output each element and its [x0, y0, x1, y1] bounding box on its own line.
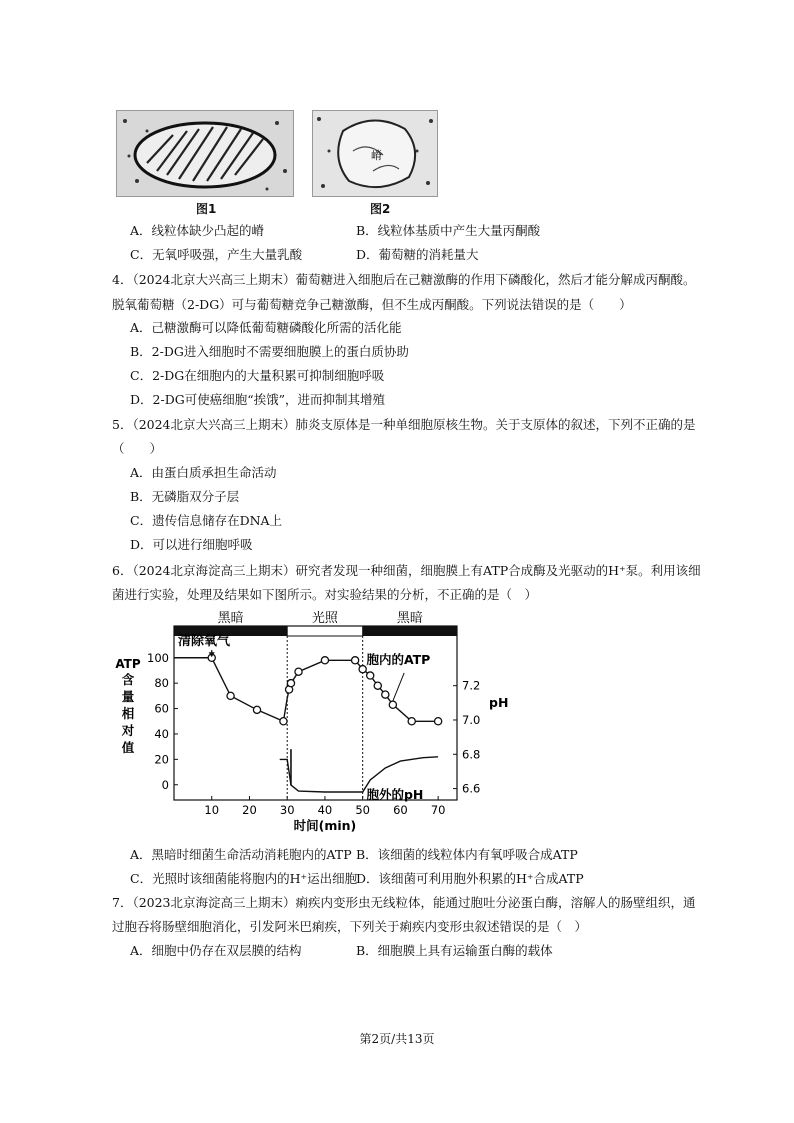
atp-point-12 [374, 682, 381, 689]
atp-point-2 [253, 706, 260, 713]
q6-stem-line1: 6．（2024北京海淀高三上期末）研究者发现一种细菌，细胞膜上有ATP合成酶及光驱动的H⁺泵。利用该细 [112, 563, 701, 578]
q6-option-a[interactable]: A．黑暗时细菌生命活动消耗胞内的ATP [130, 847, 352, 862]
atp-point-9 [352, 657, 359, 664]
q7-option-b[interactable]: B．细胞膜上具有运输蛋白酶的载体 [356, 943, 553, 958]
atp-point-11 [367, 672, 374, 679]
dark-period-bar-2 [363, 626, 457, 636]
atp-point-8 [321, 657, 328, 664]
left-tick-label-0: 0 [161, 777, 169, 792]
atp-point-16 [435, 718, 442, 725]
x-axis-label: 时间(min) [293, 818, 357, 833]
left-tick-label-80: 80 [154, 676, 169, 691]
atp-point-3 [280, 718, 287, 725]
q4-option-a[interactable]: A．己糖激酶可以降低葡萄糖磷酸化所需的活化能 [130, 320, 402, 335]
q5-option-c[interactable]: C．遗传信息储存在DNA上 [130, 513, 283, 528]
left-tick-label-60: 60 [154, 701, 169, 716]
q5-stem-line1: 5．（2024北京大兴高三上期末）肺炎支原体是一种单细胞原核生物。关于支原体的叙述，下列不正确的是 [112, 417, 696, 432]
atp-ph-chart [112, 608, 509, 838]
q6-option-c[interactable]: C．光照时该细菌能将胞内的H⁺运出细胞 [130, 871, 358, 886]
q5-option-d[interactable]: D．可以进行细胞呼吸 [130, 537, 253, 552]
x-tick-label-20: 20 [242, 803, 257, 817]
q4-option-c[interactable]: C．2-DG在细胞内的大量积累可抑制细胞呼吸 [130, 368, 385, 383]
q5-stem-line2: （ ） [112, 441, 163, 456]
right-tick-label-7: 7.0 [462, 712, 481, 727]
atp-point-1 [227, 692, 234, 699]
right-axis-label: pH [489, 694, 509, 710]
atp-series-line [212, 658, 438, 722]
left-axis-label-atp: ATP [115, 657, 141, 671]
q4-option-b[interactable]: B．2-DG进入细胞时不需要细胞膜上的蛋白质协助 [130, 344, 409, 359]
q4-stem-line2: 脱氧葡萄糖（2-DG）可与葡萄糖竞争己糖激酶，但不生成丙酮酸。下列说法错误的是（ ） [112, 297, 632, 312]
q6-option-d[interactable]: D．该细菌可利用胞外积累的H⁺合成ATP [356, 871, 584, 886]
left-axis-label-char-1: 量 [121, 689, 135, 704]
period-label-light: 光照 [311, 611, 338, 626]
atp-point-6 [287, 680, 294, 687]
page-number-footer: 第2页/共13页 [359, 1032, 435, 1046]
figure-2-caption: 图2 [370, 202, 391, 216]
left-axis-label-char-0: 含 [121, 672, 135, 687]
q3-option-d[interactable]: D．葡萄糖的消耗量大 [356, 247, 479, 262]
atp-point-13 [382, 691, 389, 698]
figure-2-cristae-label: 嵴 [371, 149, 382, 162]
q7-option-a[interactable]: A．细胞中仍存在双层膜的结构 [130, 943, 302, 958]
q6-stem-line2: 菌进行实验，处理及结果如下图所示。对实验结果的分析，不正确的是（ ） [112, 587, 538, 602]
mitochondrion-cristae-image [117, 111, 293, 196]
x-tick-label-70: 70 [430, 803, 446, 817]
ph-series-label: 胞外的pH [366, 786, 424, 802]
figure-1-caption: 图1 [196, 202, 217, 216]
q3-option-c[interactable]: C．无氧呼吸强，产生大量乳酸 [130, 247, 303, 262]
atp-point-15 [408, 718, 415, 725]
q4-stem-line1: 4．（2024北京大兴高三上期末）葡萄糖进入细胞后在己糖激酶的作用下磷酸化，然后才能分解成丙酮酸。 [112, 272, 696, 287]
figure-1-micrograph [116, 110, 294, 197]
q3-option-a[interactable]: A．线粒体缺少凸起的嵴 [130, 223, 265, 238]
left-tick-label-100: 100 [147, 650, 169, 665]
annotation-remove-oxygen: 清除氧气 [178, 634, 231, 650]
atp-point-10 [359, 666, 366, 673]
left-tick-label-20: 20 [154, 752, 169, 767]
q5-option-a[interactable]: A．由蛋白质承担生命活动 [130, 465, 277, 480]
q7-stem-line2: 过胞吞将肠壁细胞消化，引发阿米巴痢疾，下列关于痢疾内变形虫叙述错误的是（ ） [112, 919, 588, 934]
left-tick-label-40: 40 [154, 726, 169, 741]
left-axis-label-char-4: 值 [121, 740, 135, 755]
x-tick-label-50: 50 [355, 803, 370, 817]
right-tick-label-6.8: 6.8 [462, 747, 481, 762]
period-label-dark-2: 黑暗 [396, 611, 423, 626]
q7-stem-line1: 7．（2023北京海淀高三上期末）痢疾内变形虫无线粒体，能通过胞吐分泌蛋白酶，溶解人的肠壁组织，通 [112, 895, 696, 910]
q4-option-d[interactable]: D．2-DG可使癌细胞“挨饿”，进而抑制其增殖 [130, 392, 385, 407]
figure-2-micrograph [312, 110, 438, 197]
left-axis-label-char-3: 对 [121, 723, 135, 738]
q5-option-b[interactable]: B．无磷脂双分子层 [130, 489, 240, 504]
x-tick-label-40: 40 [317, 803, 333, 817]
x-tick-label-60: 60 [393, 803, 408, 817]
atp-point-7 [295, 668, 302, 675]
right-tick-label-7.2: 7.2 [462, 678, 481, 693]
atp-label-pointer [393, 673, 404, 701]
atp-series-label: 胞内的ATP [366, 652, 431, 668]
q3-option-b[interactable]: B．线粒体基质中产生大量丙酮酸 [356, 223, 541, 238]
right-tick-label-6.6: 6.6 [462, 781, 481, 796]
x-tick-label-30: 30 [279, 803, 295, 817]
atp-point-14 [389, 701, 396, 708]
light-period-bar [287, 626, 362, 636]
q6-option-b[interactable]: B．该细菌的线粒体内有氧呼吸合成ATP [356, 847, 578, 862]
x-tick-label-10: 10 [204, 803, 220, 817]
left-axis-label-char-2: 相 [121, 706, 135, 721]
period-label-dark-1: 黑暗 [217, 611, 244, 626]
